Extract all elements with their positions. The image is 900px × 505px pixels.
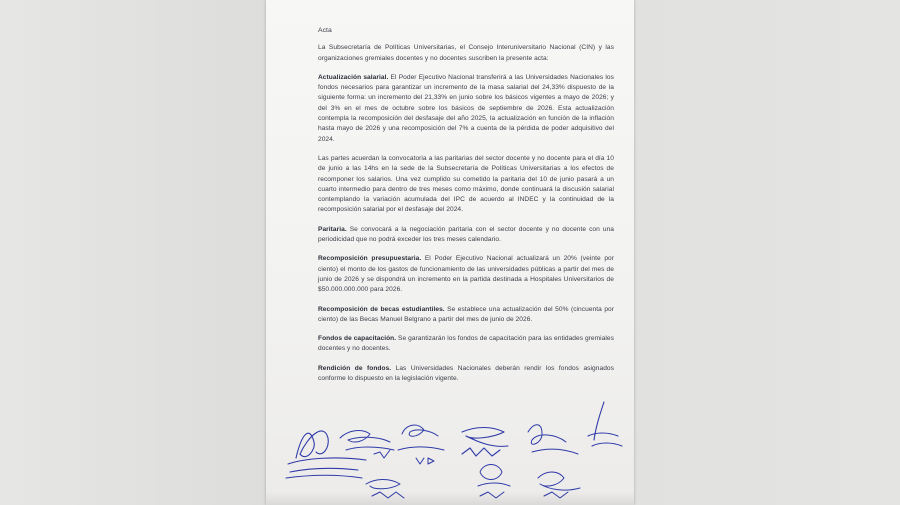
document-page bbox=[266, 0, 634, 505]
section-body: Las partes acuerdan la convocatoria a las paritarias del sector docente y no docente para el día 10 de junio a las 14hs en la sede de la Subsecretaría de Políticas Universitarias a los efectos de recomponer los salarios. Una vez cumplido su cometido la paritaria del 10 de junio pasará a un cuarto intermedio para dentro de tres meses como máximo, donde continuará la discusión salarial contemplando la variación acumulada del IPC de acuerdo al INDEC y la continuidad de la recomposición salarial por el desfasaje del 2024. bbox=[318, 154, 614, 214]
signatures-area bbox=[266, 392, 634, 505]
signature-5 bbox=[528, 425, 578, 454]
intro-paragraph: La Subsecretaría de Políticas Universitarias, el Consejo Interuniversitario Nacional (CIN) y las organizaciones gremiales docentes y no docentes suscriben la presente acta: bbox=[318, 44, 614, 62]
signature-2 bbox=[340, 431, 394, 458]
section-body: Se convocará a la negociación paritaria con el sector docente y no docente con una periodicidad que no podrá exceder los tres meses calendario. bbox=[318, 225, 614, 244]
section-title: Fondos de capacitación. bbox=[318, 335, 397, 343]
section-title: Paritaria. bbox=[318, 225, 347, 233]
document-heading: Acta bbox=[318, 27, 332, 34]
section-budget bbox=[318, 254, 614, 295]
section-title: Actualización salarial. bbox=[318, 73, 389, 81]
section-body: Las Universidades Nacionales deberán rendir los fondos asignados conforme lo dispuesto en la legislación vigente. bbox=[318, 364, 614, 383]
signature-fatun bbox=[462, 428, 508, 457]
section-scholarships bbox=[318, 305, 614, 326]
signature-uda bbox=[398, 425, 444, 464]
section-salary-update bbox=[318, 73, 614, 145]
section-title: Recomposición presupuestaria. bbox=[318, 255, 422, 263]
section-body: El Poder Ejecutivo Nacional actualizará un 20% (veinte por ciento) el monto de los gastos de funcionamiento de las universidades públicas a partir del mes de junio de 2026 y se dispondrá un incremento en la partida destinada a Hospitales Universitarios de $50.000.000.000 para 2026. bbox=[318, 255, 615, 294]
section-accountability bbox=[318, 364, 614, 385]
section-training-funds bbox=[318, 334, 614, 355]
signature-fedun bbox=[588, 402, 622, 446]
page-shadow bbox=[266, 492, 634, 505]
section-body: El Poder Ejecutivo Nacional transferirá a las Universidades Nacionales los fondos necesarios para garantizar un incremento de la masa salarial del 24,33% dispuesto de la siguiente forma: un incremento del 21,33% en junio sobre los básicos vigentes a mayo de 2026; y del 3% en el mes de octubre sobre los básicos de septiembre de 2026. Esta actualización contempla la recomposición del desfasaje del año 2025, la actualización en función de la inflación hasta mayo de 2026 y una recomposición del 7% a cuenta de la pérdida de poder adquisitivo del 2024. bbox=[318, 73, 614, 143]
section-body: Se garantizarán los fondos de capacitación para las entidades gremiales docentes y no docentes. bbox=[318, 335, 614, 353]
section-title: Rendición de fondos. bbox=[318, 364, 392, 372]
section-paritaria bbox=[318, 225, 614, 246]
section-title: Recomposición de becas estudiantiles. bbox=[318, 305, 445, 313]
section-paritarias-call bbox=[318, 154, 614, 216]
document-body bbox=[318, 26, 614, 393]
section-body: Se establece una actualización del 50% (cincuenta por ciento) de las Becas Manuel Belgrano a partir del mes de junio de 2026. bbox=[318, 305, 614, 323]
